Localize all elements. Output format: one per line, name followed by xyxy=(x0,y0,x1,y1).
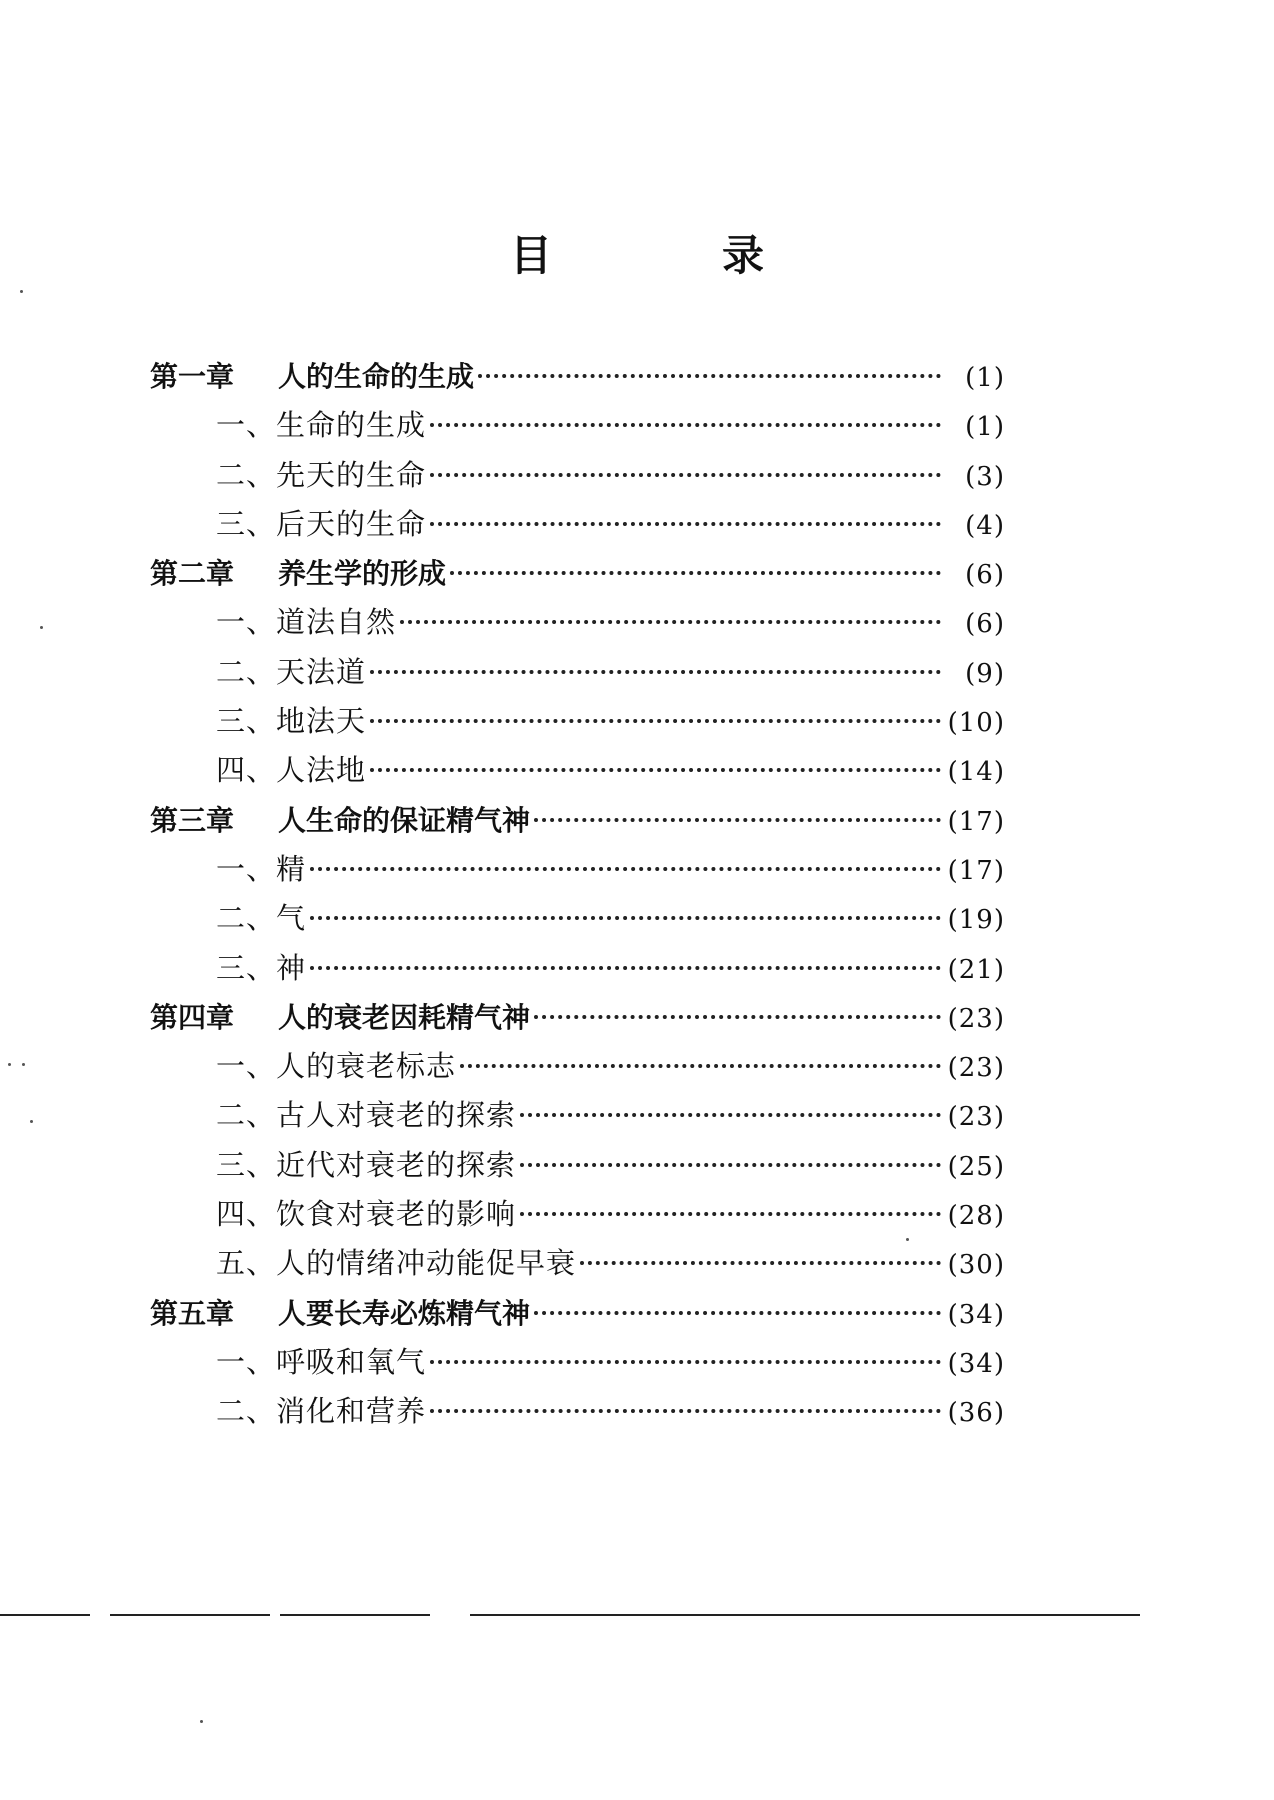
section-title: 二、先天的生命 xyxy=(216,457,427,492)
chapter-title: 人生命的保证精气神 xyxy=(278,803,531,837)
dot-leader xyxy=(370,768,941,772)
toc-section-row[interactable] xyxy=(150,1141,1005,1190)
toc-section-row[interactable] xyxy=(150,648,1005,697)
dot-leader xyxy=(460,1064,941,1068)
chapter-title: 养生学的形成 xyxy=(278,557,447,591)
page-number: (4) xyxy=(965,510,1005,541)
scan-speck xyxy=(30,1120,33,1123)
section-title: 四、人法地 xyxy=(216,753,367,788)
dot-leader xyxy=(520,1113,941,1117)
chapter-title: 人的生命的生成 xyxy=(278,360,475,393)
section-title: 三、神 xyxy=(216,950,307,985)
section-title: 一、生命的生成 xyxy=(216,408,427,443)
section-title: 五、人的情绪冲动能促早衰 xyxy=(216,1246,577,1281)
scan-speck xyxy=(8,1063,11,1066)
page-title: 目 录 xyxy=(509,231,828,280)
dot-leader xyxy=(430,522,941,526)
dot-leader xyxy=(450,571,941,575)
page-number: (17) xyxy=(947,806,1005,837)
divider-line xyxy=(470,1614,1140,1616)
chapter-title: 人要长寿必炼精气神 xyxy=(278,1296,531,1330)
dot-leader xyxy=(310,867,941,871)
page-number: (6) xyxy=(965,560,1005,591)
page-number: (3) xyxy=(965,461,1005,492)
section-title: 一、呼吸和氧气 xyxy=(216,1344,427,1379)
page-number: (1) xyxy=(965,363,1005,393)
toc-section-row[interactable] xyxy=(150,451,1005,500)
scan-speck xyxy=(200,1720,203,1723)
section-title: 三、近代对衰老的探索 xyxy=(216,1147,517,1182)
toc-section-row[interactable] xyxy=(150,1091,1005,1140)
section-title: 二、古人对衰老的探索 xyxy=(216,1098,517,1133)
toc-section-row[interactable] xyxy=(150,598,1005,647)
page-number: (9) xyxy=(965,658,1005,689)
dot-leader xyxy=(310,916,941,920)
dot-leader xyxy=(520,1163,941,1167)
toc-chapter-row[interactable] xyxy=(150,796,1005,845)
section-title: 二、气 xyxy=(216,901,307,936)
dot-leader xyxy=(400,620,941,624)
page-number: (10) xyxy=(947,708,1005,739)
dot-leader xyxy=(430,473,941,477)
chapter-number: 第二章 xyxy=(150,557,235,591)
page-number: (23) xyxy=(947,1102,1005,1133)
toc-section-row[interactable] xyxy=(150,697,1005,746)
scan-speck xyxy=(22,1063,25,1066)
dot-leader xyxy=(478,374,941,378)
chapter-number: 第一章 xyxy=(150,360,235,393)
toc-section-row[interactable] xyxy=(150,894,1005,943)
toc-chapter-row[interactable] xyxy=(150,993,1005,1042)
toc-section-row[interactable] xyxy=(150,1042,1005,1091)
section-title: 二、天法道 xyxy=(216,654,367,689)
dot-leader xyxy=(430,1360,941,1364)
chapter-number: 第四章 xyxy=(150,1000,235,1034)
dot-leader xyxy=(534,1311,941,1315)
toc-chapter-row[interactable] xyxy=(150,549,1005,598)
dot-leader xyxy=(580,1261,941,1265)
toc-section-row[interactable] xyxy=(150,1239,1005,1288)
section-title: 一、道法自然 xyxy=(216,605,397,640)
page-number: (34) xyxy=(947,1299,1005,1330)
dot-leader xyxy=(370,670,941,674)
dot-leader xyxy=(370,719,941,723)
dot-leader xyxy=(430,1409,941,1413)
page-number: (28) xyxy=(947,1201,1005,1232)
toc-chapter-row[interactable] xyxy=(150,352,1005,401)
page-number: (23) xyxy=(947,1003,1005,1034)
page-number: (30) xyxy=(947,1250,1005,1281)
section-title: 三、地法天 xyxy=(216,704,367,739)
chapter-number: 第五章 xyxy=(150,1296,235,1330)
page-number: (21) xyxy=(947,954,1005,985)
toc-section-row[interactable] xyxy=(150,1387,1005,1436)
section-title: 一、精 xyxy=(216,851,307,886)
section-title: 四、饮食对衰老的影响 xyxy=(216,1197,517,1232)
toc-section-row[interactable] xyxy=(150,500,1005,549)
page-number: (34) xyxy=(947,1348,1005,1379)
table-of-contents xyxy=(150,352,1005,1437)
page-number: (19) xyxy=(947,905,1005,936)
toc-section-row[interactable] xyxy=(150,845,1005,894)
page-number: (1) xyxy=(965,412,1005,443)
dot-leader xyxy=(520,1212,941,1216)
dot-leader xyxy=(534,1015,941,1019)
toc-section-row[interactable] xyxy=(150,746,1005,795)
toc-section-row[interactable] xyxy=(150,1190,1005,1239)
page-number: (14) xyxy=(947,757,1005,788)
divider-line xyxy=(280,1614,430,1616)
toc-section-row[interactable] xyxy=(150,944,1005,993)
divider-line xyxy=(0,1614,90,1616)
scan-speck xyxy=(40,626,43,629)
dot-leader xyxy=(310,966,941,970)
section-title: 二、消化和营养 xyxy=(216,1394,427,1429)
scan-speck xyxy=(20,290,23,293)
chapter-number: 第三章 xyxy=(150,803,235,837)
scan-speck xyxy=(906,1238,909,1241)
toc-section-row[interactable] xyxy=(150,1338,1005,1387)
chapter-title: 人的衰老因耗精气神 xyxy=(278,1000,531,1034)
section-title: 一、人的衰老标志 xyxy=(216,1049,457,1084)
divider-line xyxy=(110,1614,270,1616)
toc-chapter-row[interactable] xyxy=(150,1289,1005,1338)
section-title: 三、后天的生命 xyxy=(216,506,427,541)
toc-section-row[interactable] xyxy=(150,401,1005,450)
page-number: (17) xyxy=(947,855,1005,886)
dot-leader xyxy=(534,818,941,822)
page-number: (6) xyxy=(965,609,1005,640)
page-number: (36) xyxy=(947,1398,1005,1429)
dot-leader xyxy=(430,423,941,427)
page-number: (23) xyxy=(947,1053,1005,1084)
page-number: (25) xyxy=(947,1151,1005,1182)
